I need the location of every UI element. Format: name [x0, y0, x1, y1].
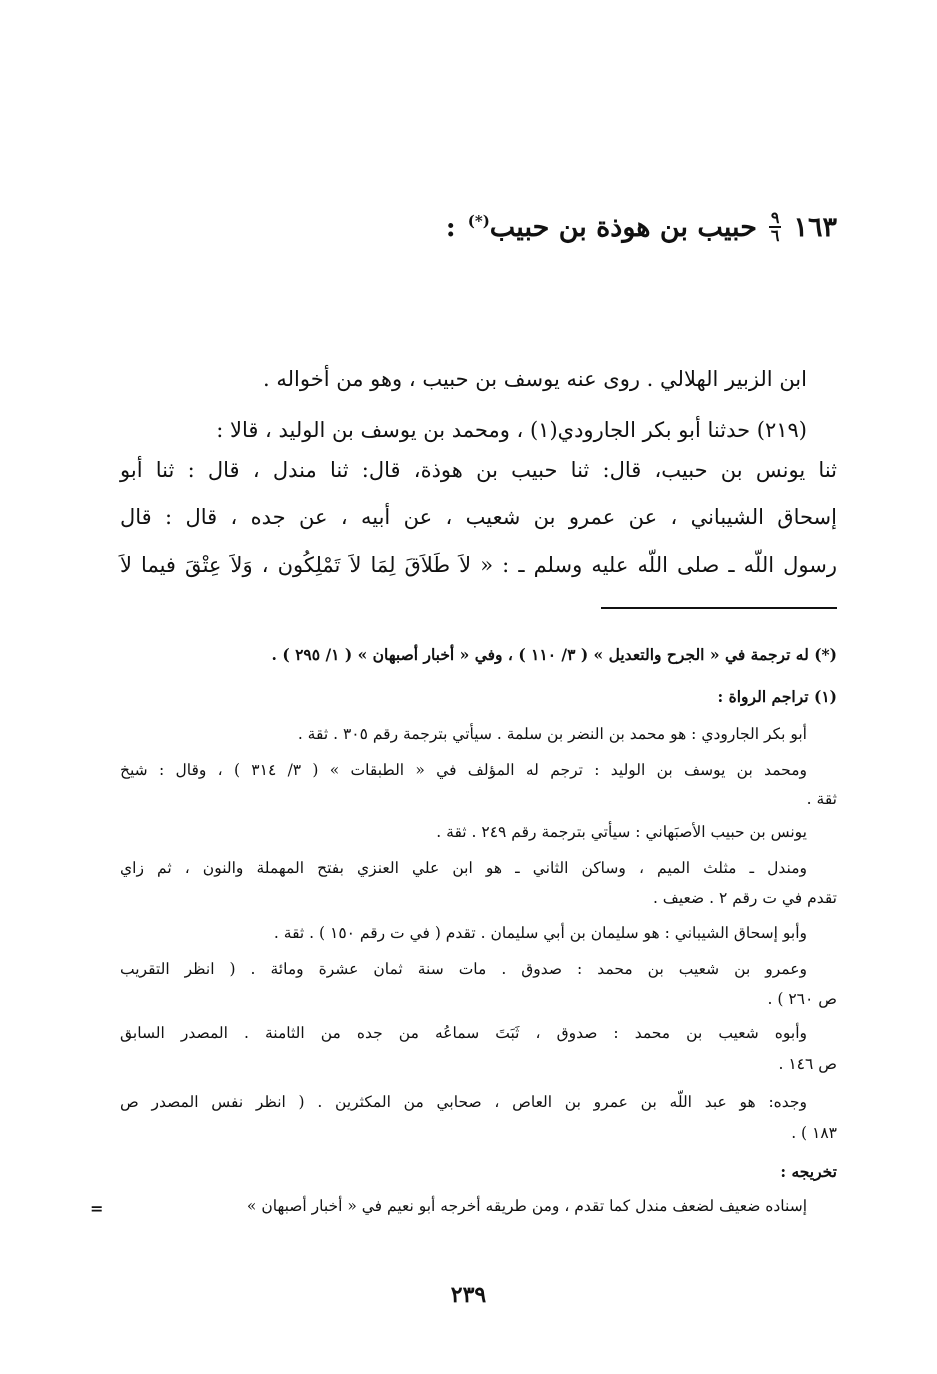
body-line-5: رسول اللّه ـ صلى اللّه عليه وسلم ـ : « لاَ طَلاَقَ لِمَا لاَ تَمْلِكُون ، وَلاَ عِتْقَ فيما لاَ [120, 553, 837, 577]
narrator-line-10: وأبوه شعيب بن محمد : صدوق ، ثَبَتَ سماعُه من جده من الثامنة . المصدر السابق [120, 1024, 807, 1042]
narrator-line-5: ومندل ـ مثلث الميم ، وساكن الثاني ـ هو ابن علي العنزي بفتح المهملة والنون ، ثم زاي [120, 859, 807, 877]
narrator-line-6: تقدم في ت رقم ٢ . ضعيف . [652, 889, 837, 907]
body-line-4: إسحاق الشيباني ، عن عمرو بن شعيب ، عن أبيه ، عن جده ، قال : قال [120, 505, 837, 529]
body-line-3: ثنا يونس بن حبيب، قال: ثنا حبيب بن هوذة، قال: ثنا مندل ، قال : ثنا أبو [120, 458, 837, 482]
body-line-2: (٢١٩) حدثنا أبو بكر الجارودي(١) ، ومحمد بن يوسف بن الوليد ، قالا : [216, 418, 807, 442]
narrator-line-7: وأبو إسحاق الشيباني : هو سليمان بن أبي سليمان . تقدم ( في ت رقم ١٥٠ ) . ثقة . [273, 924, 807, 942]
star-marker: (*) [467, 211, 490, 230]
continuation-mark: = [90, 1199, 104, 1218]
fraction-denominator: ٦ [770, 226, 780, 245]
narrator-line-2: ومحمد بن يوسف بن الوليد : ترجم له المؤلف في « الطبقات » ( ٣/ ٣١٤ ) ، وقال : شيخ [120, 761, 807, 779]
takhrij-text: إسناده ضعيف لضعف مندل كما تقدم ، ومن طريقه أخرجه أبو نعيم في « أخبار أصبهان » [246, 1197, 807, 1215]
narrator-line-8: وعمرو بن شعيب بن محمد : صدوق . مات سنة ثمان عشرة ومائة . ( انظر التقريب [120, 960, 807, 978]
entry-heading [446, 210, 837, 244]
footnote-star: (*) له ترجمة في « الجرح والتعديل » ( ٣/ ١١٠ ) ، وفي « أخبار أصبهان » ( ١/ ٢٩٥ ) . [271, 645, 837, 664]
page-number: ٢٣٩ [450, 1282, 487, 1308]
narrator-line-3: ثقة . [806, 790, 837, 808]
heading-colon: : [445, 211, 456, 243]
fraction-numerator: ٩ [770, 208, 780, 227]
entry-fraction [769, 210, 782, 244]
footnote-narrators-title: (١) تراجم الرواة : [717, 687, 837, 706]
narrator-line-9: ص ٢٦٠ ) . [767, 990, 837, 1008]
body-line-1: ابن الزبير الهلالي . روى عنه يوسف بن حبيب ، وهو من أخواله . [263, 367, 807, 391]
narrator-line-12: وجده: هو عبد اللّه بن عمرو بن العاص ، صحابي من المكثرين . ( انظر نفس المصدر ص [120, 1093, 807, 1111]
takhrij-title: تخريجه : [780, 1162, 837, 1181]
narrator-line-4: يونس بن حبيب الأصبَهاني : سيأتي بترجمة رقم ٢٤٩ . ثقة . [436, 823, 807, 841]
narrator-line-13: ١٨٣ ) . [791, 1124, 837, 1142]
entry-number: ١٦٣ [793, 211, 837, 243]
narrator-line-1: أبو بكر الجارودي : هو محمد بن النضر بن سلمة . سيأتي بترجمة رقم ٣٠٥ . ثقة . [297, 725, 807, 743]
narrator-line-11: ص ١٤٦ . [778, 1055, 837, 1073]
footnote-separator [601, 607, 837, 609]
entry-title: حبيب بن هوذة بن حبيب(*) [467, 211, 757, 243]
